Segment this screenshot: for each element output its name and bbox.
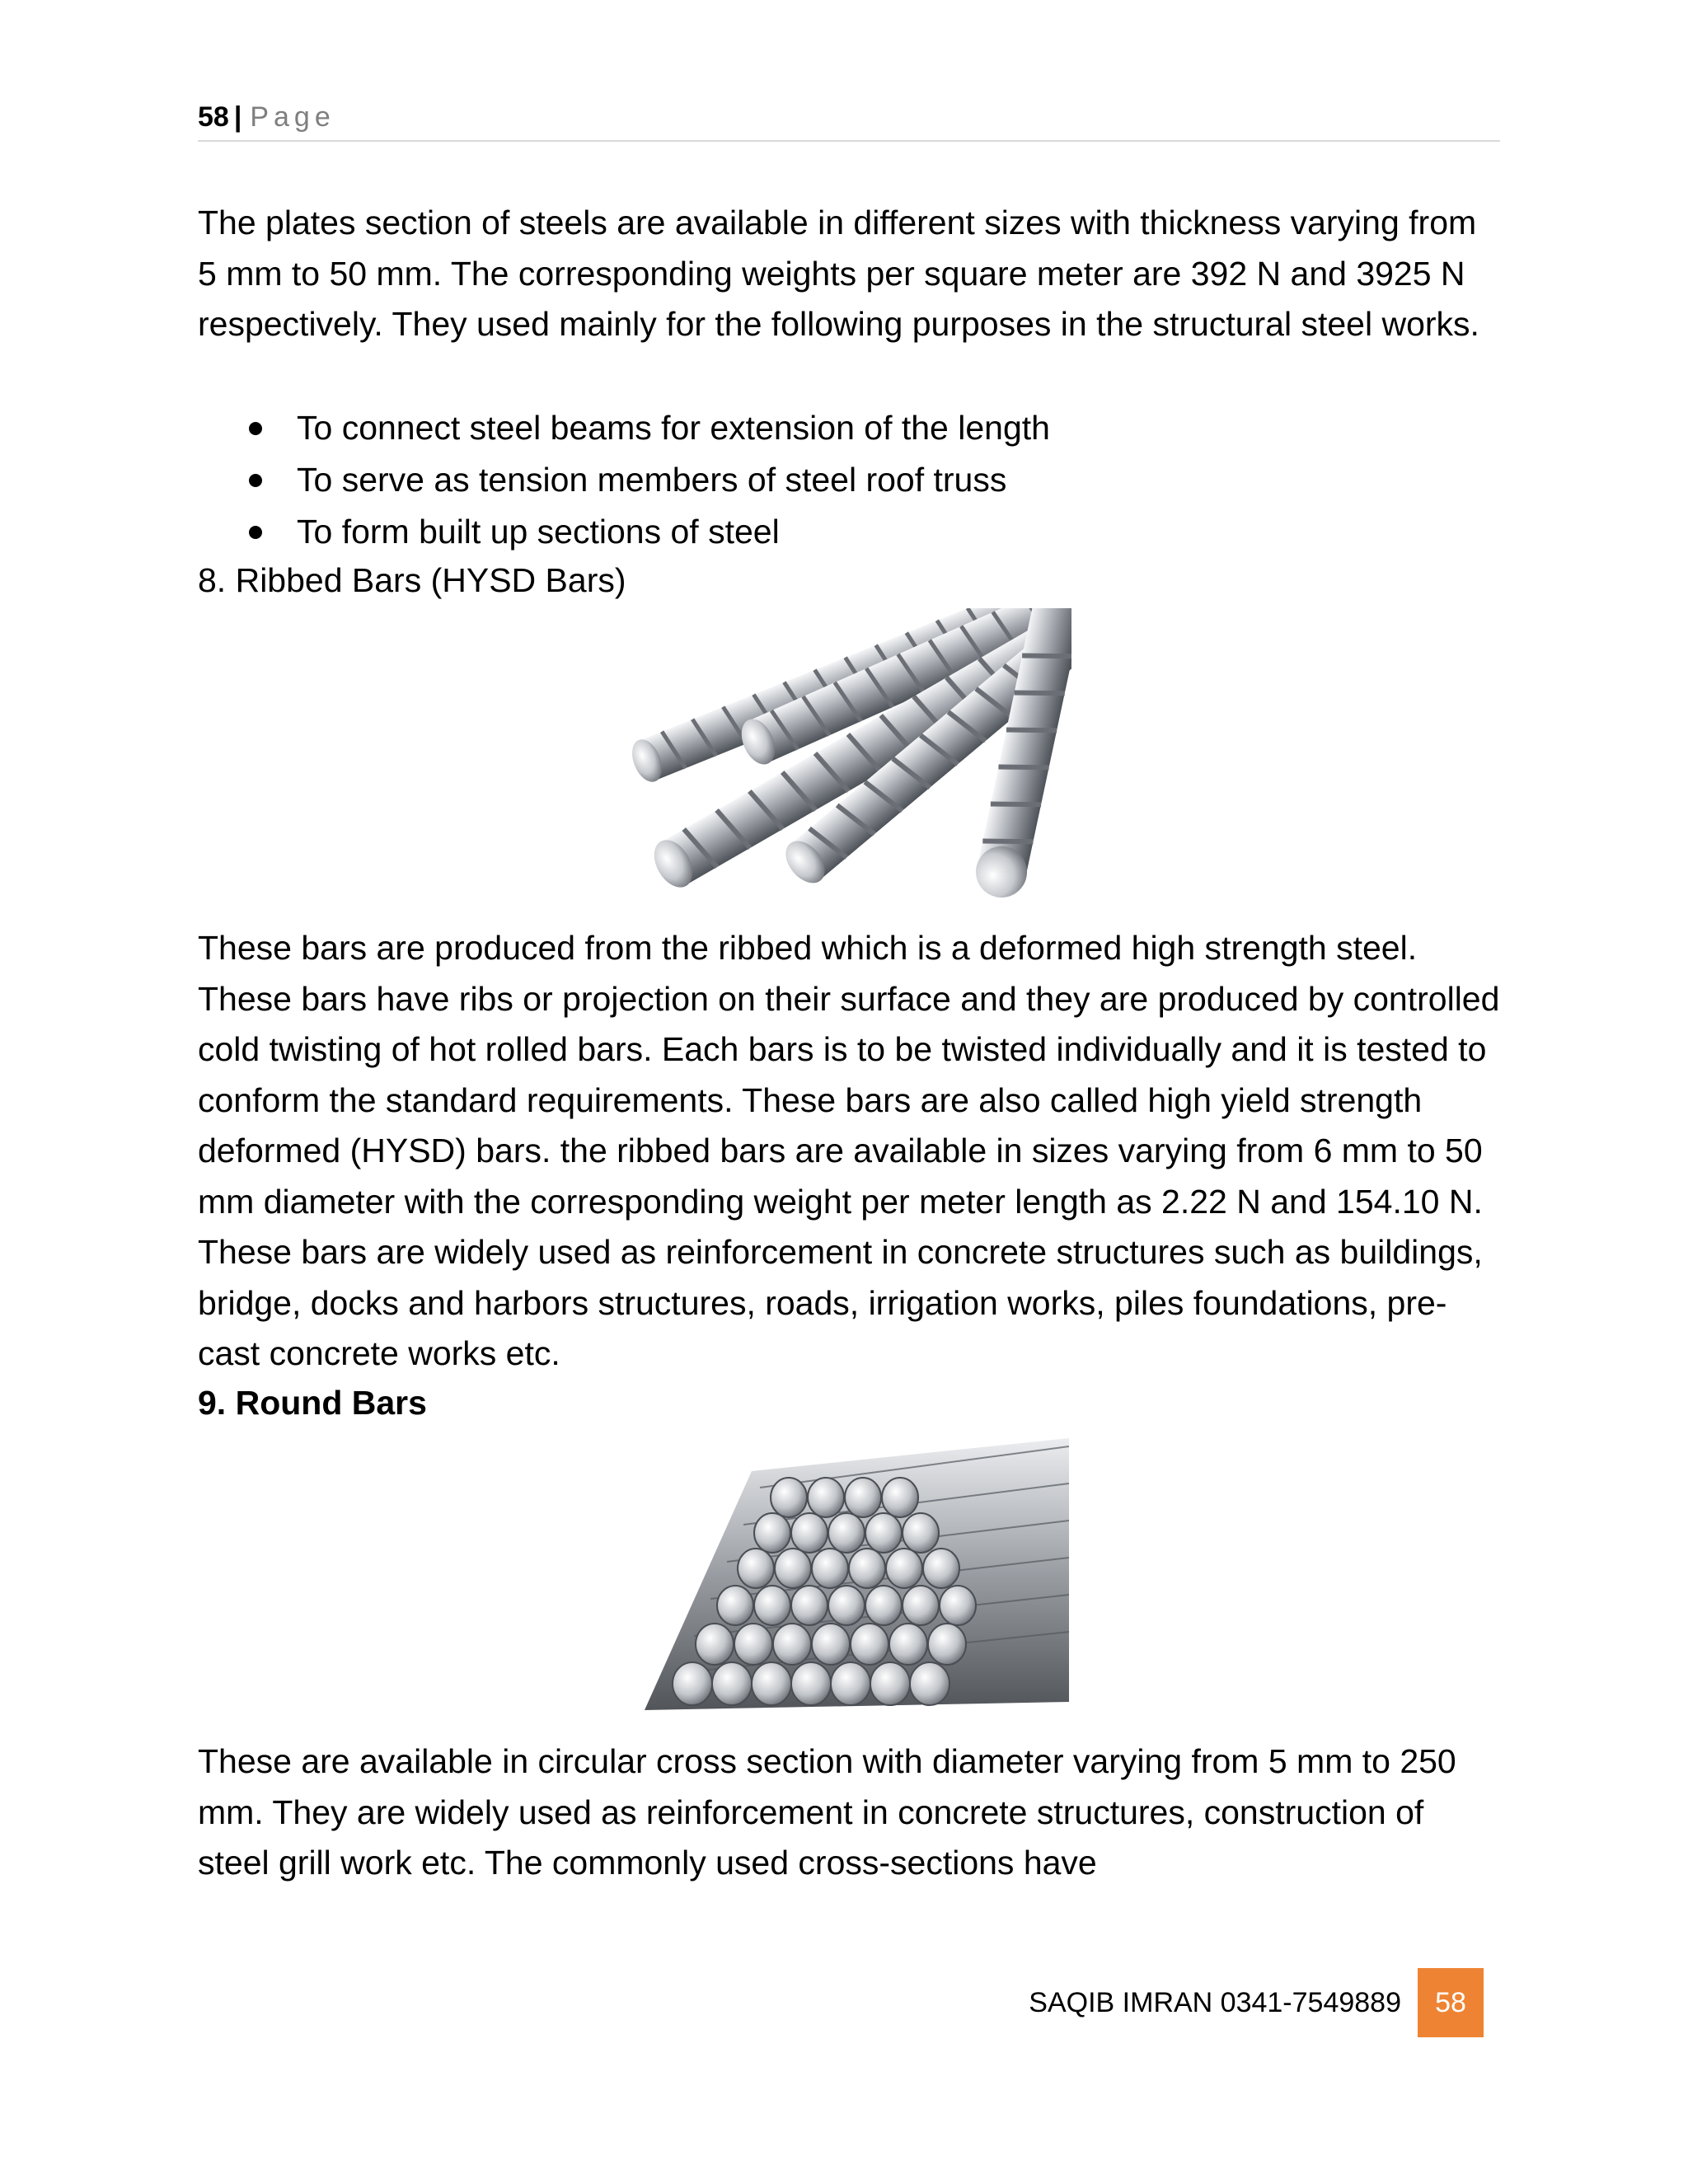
- heading-ribbed-bars: 8. Ribbed Bars (HYSD Bars): [198, 561, 626, 599]
- paragraph-ribbed-bars: These bars are produced from the ribbed which is a deformed high strength steel. These bars have ribs or projection on their surface and they are produced by controlled cold twisting of hot rolled bars. Each bars is to be twisted individually and it is tested to conform the standard requirements. These bars are also called high yield strength deformed (HYSD) bars. the ribbed bars are available in sizes varying from 6 mm to 50 mm diameter with the corresponding weight per meter length as 2.22 N and 154.10 N. These bars are widely used as reinforcement in concrete structures such as buildings, bridge, docks and harbors structures, roads, irrigation works, piles foundations, pre-cast concrete works etc.: [198, 929, 1500, 1372]
- rod-end: [734, 1624, 772, 1665]
- list-item: [198, 506, 1500, 558]
- rod-end: [849, 1549, 885, 1588]
- rod-end: [791, 1662, 831, 1705]
- rod-end: [808, 1478, 844, 1517]
- page-footer: [989, 1968, 1484, 2037]
- list-item-text: To connect steel beams for extension of the length: [297, 409, 1050, 447]
- header-page-label: Page: [250, 101, 335, 133]
- round-bars-image: [612, 1438, 1069, 1739]
- page-header: [198, 99, 1500, 142]
- paragraph-round-bars: These are available in circular cross section with diameter varying from 5 mm to 250 mm. They are widely used as reinforcement in concrete structures, construction of steel grill work etc. The commonly used cross-sections have: [198, 1742, 1456, 1882]
- footer-page-number: 58: [1418, 1968, 1484, 2037]
- rod-end: [673, 1662, 712, 1705]
- rod-end: [870, 1662, 910, 1705]
- header-page-number: 58: [198, 101, 229, 133]
- rod-end: [865, 1586, 902, 1625]
- rod-end: [851, 1624, 889, 1665]
- bullet-icon: [249, 422, 262, 435]
- rod-end: [752, 1662, 791, 1705]
- rod-end: [910, 1662, 950, 1705]
- rod-end: [812, 1624, 850, 1665]
- bullet-icon: [249, 526, 262, 539]
- rod-end: [812, 1549, 848, 1588]
- rod-end: [845, 1478, 881, 1517]
- bullet-icon: [249, 474, 262, 487]
- paragraph-plates: The plates section of steels are available in different sizes with thickness varying from 5 mm to 50 mm. The corresponding weights per square meter are 392 N and 3925 N respectively. They used mainly for the following purposes in the structural steel works.: [198, 204, 1479, 343]
- rod-end: [831, 1662, 870, 1705]
- rod-end: [791, 1513, 828, 1553]
- rod-end: [828, 1513, 865, 1553]
- list-item: [198, 402, 1500, 454]
- header-separator: |: [233, 101, 242, 133]
- rod-end: [886, 1549, 922, 1588]
- rod-end: [940, 1586, 976, 1625]
- rod-end: [773, 1624, 811, 1665]
- rod-end: [754, 1513, 790, 1553]
- footer-author: SAQIB IMRAN 0341-7549889: [1029, 1987, 1401, 2018]
- rod-end: [903, 1513, 939, 1553]
- rod-end: [865, 1513, 902, 1553]
- list-item-text: To serve as tension members of steel roof truss: [297, 461, 1007, 499]
- bullet-list: [198, 402, 1500, 558]
- rod-end: [882, 1478, 918, 1517]
- rod-end: [791, 1586, 828, 1625]
- rod-end: [717, 1586, 753, 1625]
- ribbed-bars-image: [614, 608, 1071, 915]
- rod-end: [754, 1586, 790, 1625]
- rod-end: [928, 1624, 966, 1665]
- rod-end: [903, 1586, 939, 1625]
- rod-end: [712, 1662, 752, 1705]
- rod-end: [738, 1549, 774, 1588]
- list-item-text: To form built up sections of steel: [297, 513, 780, 551]
- list-item: [198, 454, 1500, 506]
- rod-end: [828, 1586, 865, 1625]
- rod-end: [696, 1624, 734, 1665]
- rod-end: [771, 1478, 807, 1517]
- rod-end: [923, 1549, 959, 1588]
- heading-round-bars: 9. Round Bars: [198, 1384, 427, 1422]
- rod-end: [889, 1624, 927, 1665]
- rod-end: [775, 1549, 811, 1588]
